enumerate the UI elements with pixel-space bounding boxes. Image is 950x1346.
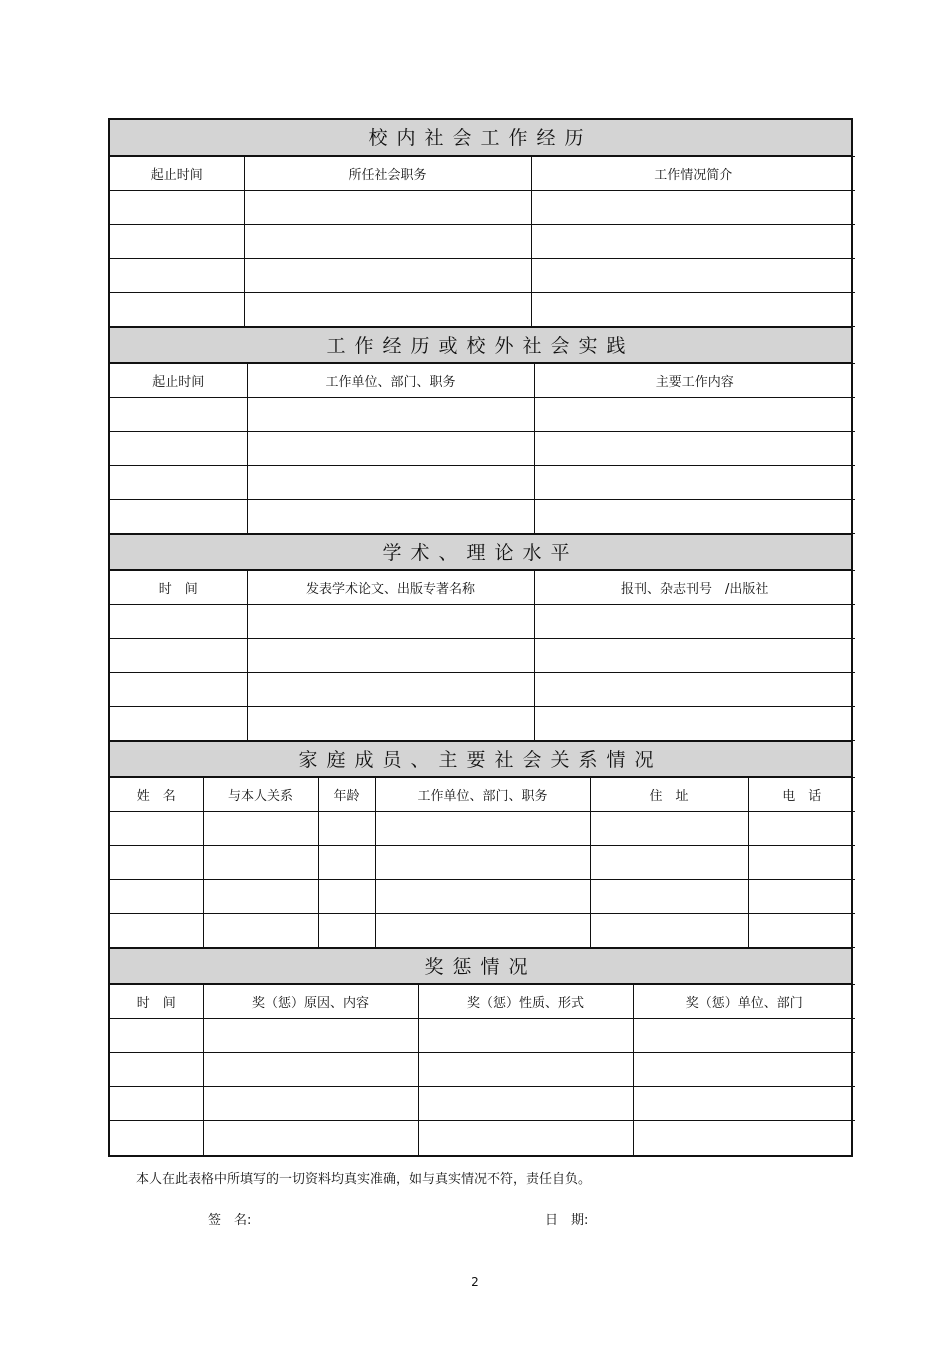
column-header: 奖（惩）原因、内容 [203, 985, 418, 1019]
form-cell[interactable] [531, 191, 855, 225]
form-cell[interactable] [247, 639, 534, 673]
table-row [110, 259, 855, 293]
section-table [110, 777, 855, 948]
form-cell[interactable] [247, 500, 534, 534]
column-header: 起止时间 [110, 157, 244, 191]
form-cell[interactable] [203, 880, 318, 914]
form-cell[interactable] [110, 293, 244, 327]
section-rewards-punishments [110, 948, 851, 1155]
form-cell[interactable] [110, 673, 247, 707]
section-school-social-work [110, 120, 851, 327]
form-cell[interactable] [531, 225, 855, 259]
table-row [110, 1121, 855, 1155]
form-cell[interactable] [247, 707, 534, 741]
table-row [110, 639, 855, 673]
column-header: 奖（惩）单位、部门 [633, 985, 855, 1019]
table-row [110, 1053, 855, 1087]
section-table [110, 363, 855, 534]
form-cell[interactable] [318, 812, 375, 846]
form-cell[interactable] [318, 846, 375, 880]
page-number: 2 [471, 1275, 479, 1289]
form-cell[interactable] [318, 914, 375, 948]
column-header: 年龄 [318, 778, 375, 812]
table-row [110, 225, 855, 259]
table-row [110, 432, 855, 466]
table-row [110, 673, 855, 707]
form-cell[interactable] [375, 880, 590, 914]
form-cell[interactable] [318, 880, 375, 914]
form-cell[interactable] [110, 1053, 203, 1087]
form-cell[interactable] [748, 846, 855, 880]
form-cell[interactable] [110, 880, 203, 914]
form-cell[interactable] [203, 812, 318, 846]
form-cell[interactable] [203, 1087, 418, 1121]
column-header: 工作单位、部门、职务 [375, 778, 590, 812]
section-table [110, 570, 855, 741]
table-row [110, 398, 855, 432]
section-title: 校内社会工作经历 [110, 120, 851, 156]
form-cell[interactable] [375, 812, 590, 846]
column-header: 报刊、杂志刊号 /出版社 [534, 571, 855, 605]
table-row [110, 466, 855, 500]
header-row [110, 364, 855, 398]
form-cell[interactable] [748, 880, 855, 914]
header-row [110, 571, 855, 605]
declaration-text: 本人在此表格中所填写的一切资料均真实准确，如与真实情况不符，责任自负。 [136, 1172, 592, 1187]
section-title: 学术、理论水平 [110, 534, 851, 570]
form-cell[interactable] [244, 191, 531, 225]
form-cell[interactable] [590, 914, 748, 948]
form-cell[interactable] [244, 259, 531, 293]
table-row [110, 914, 855, 948]
form-cell[interactable] [418, 1121, 633, 1155]
section-title: 奖惩情况 [110, 948, 851, 984]
form-cell[interactable] [534, 398, 855, 432]
form-cell[interactable] [748, 914, 855, 948]
form-cell[interactable] [534, 466, 855, 500]
section-table [110, 156, 855, 327]
form-cell[interactable] [247, 432, 534, 466]
table-row [110, 1087, 855, 1121]
form-cell[interactable] [633, 1019, 855, 1053]
form-cell[interactable] [110, 1087, 203, 1121]
resume-form [108, 118, 853, 1157]
form-cell[interactable] [110, 225, 244, 259]
form-cell[interactable] [534, 707, 855, 741]
column-header: 时 间 [110, 571, 247, 605]
form-cell[interactable] [203, 914, 318, 948]
form-cell[interactable] [590, 880, 748, 914]
table-row [110, 605, 855, 639]
column-header: 起止时间 [110, 364, 247, 398]
table-row [110, 500, 855, 534]
column-header: 所任社会职务 [244, 157, 531, 191]
form-cell[interactable] [534, 432, 855, 466]
form-cell[interactable] [110, 191, 244, 225]
form-cell[interactable] [110, 914, 203, 948]
form-cell[interactable] [534, 500, 855, 534]
form-cell[interactable] [110, 1019, 203, 1053]
form-cell[interactable] [110, 432, 247, 466]
form-cell[interactable] [203, 1019, 418, 1053]
section-title: 家庭成员、主要社会关系情况 [110, 741, 851, 777]
form-cell[interactable] [418, 1019, 633, 1053]
table-row [110, 707, 855, 741]
column-header: 工作单位、部门、职务 [247, 364, 534, 398]
column-header: 奖（惩）性质、形式 [418, 985, 633, 1019]
section-academic-level [110, 534, 851, 741]
column-header: 住 址 [590, 778, 748, 812]
column-header: 主要工作内容 [534, 364, 855, 398]
form-cell[interactable] [203, 1121, 418, 1155]
form-cell[interactable] [748, 812, 855, 846]
form-cell[interactable] [203, 1053, 418, 1087]
form-cell[interactable] [534, 605, 855, 639]
form-cell[interactable] [418, 1053, 633, 1087]
section-title: 工作经历或校外社会实践 [110, 327, 851, 363]
form-cell[interactable] [375, 914, 590, 948]
form-cell[interactable] [244, 293, 531, 327]
form-cell[interactable] [531, 293, 855, 327]
column-header: 姓 名 [110, 778, 203, 812]
header-row [110, 157, 855, 191]
form-cell[interactable] [110, 466, 247, 500]
section-family-members [110, 741, 851, 948]
form-cell[interactable] [247, 466, 534, 500]
form-cell[interactable] [590, 812, 748, 846]
form-cell[interactable] [633, 1121, 855, 1155]
form-cell[interactable] [534, 639, 855, 673]
table-row [110, 880, 855, 914]
form-cell[interactable] [110, 707, 247, 741]
header-row [110, 778, 855, 812]
form-cell[interactable] [110, 605, 247, 639]
form-cell[interactable] [244, 225, 531, 259]
form-cell[interactable] [110, 500, 247, 534]
form-cell[interactable] [534, 673, 855, 707]
header-row [110, 985, 855, 1019]
section-table [110, 984, 855, 1155]
form-cell[interactable] [110, 259, 244, 293]
form-cell[interactable] [247, 605, 534, 639]
column-header: 时 间 [110, 985, 203, 1019]
table-row [110, 812, 855, 846]
table-row [110, 1019, 855, 1053]
table-row [110, 293, 855, 327]
form-cell[interactable] [110, 846, 203, 880]
form-cell[interactable] [633, 1053, 855, 1087]
form-cell[interactable] [110, 812, 203, 846]
section-work-experience [110, 327, 851, 534]
table-row [110, 846, 855, 880]
form-cell[interactable] [418, 1087, 633, 1121]
form-cell[interactable] [590, 846, 748, 880]
date-label: 日 期: [545, 1213, 589, 1228]
column-header: 电 话 [748, 778, 855, 812]
form-cell[interactable] [633, 1087, 855, 1121]
form-cell[interactable] [531, 259, 855, 293]
form-cell[interactable] [375, 846, 590, 880]
form-cell[interactable] [110, 398, 247, 432]
form-cell[interactable] [110, 1121, 203, 1155]
column-header: 与本人关系 [203, 778, 318, 812]
form-cell[interactable] [247, 398, 534, 432]
form-cell[interactable] [247, 673, 534, 707]
column-header: 发表学术论文、出版专著名称 [247, 571, 534, 605]
form-cell[interactable] [203, 846, 318, 880]
table-row [110, 191, 855, 225]
column-header: 工作情况简介 [531, 157, 855, 191]
signature-label: 签 名: [208, 1213, 252, 1228]
form-cell[interactable] [110, 639, 247, 673]
